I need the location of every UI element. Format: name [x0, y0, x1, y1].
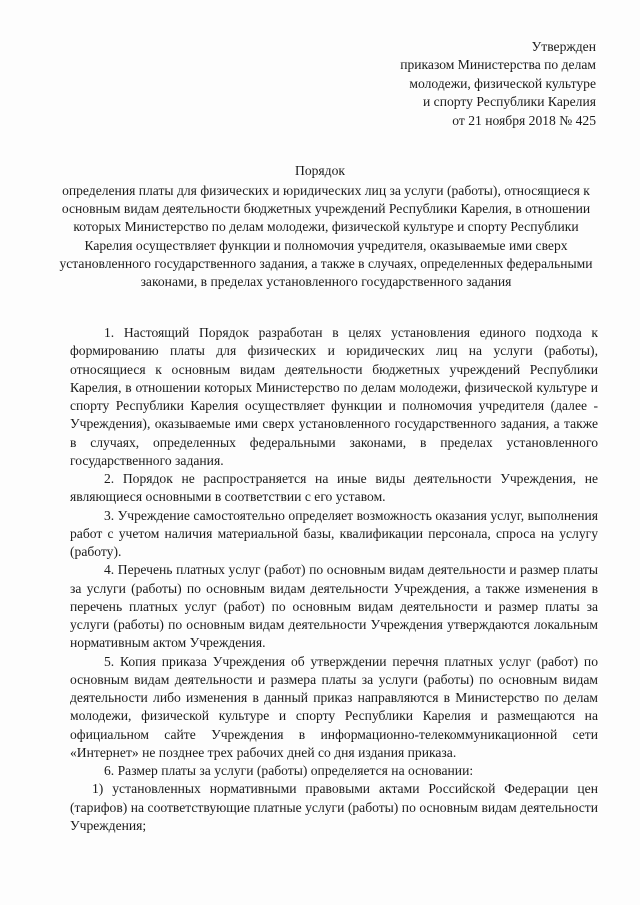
- paragraph-2: 2. Порядок не распространяется на иные виды деятельности Учреждения, не являющиеся основными в соответствии с его уставом.: [70, 471, 598, 505]
- paragraph-4: 4. Перечень платных услуг (работ) по основным видам деятельности и размер платы за услуги (работы) по основным видам деятельности Учреждения, а также изменения в перечень платных услуг (работ) по основным видам деятельности и размер платы за услуги (работы) по основным видам деятельности Учреждения утверждаются локальным нормативным актом Учреждения.: [70, 562, 598, 651]
- approval-date-line: от 21 ноября 2018 № 425: [452, 112, 596, 128]
- document-body: [70, 324, 598, 835]
- approval-line: молодежи, физической культуре: [409, 75, 596, 91]
- document-subtitle: определения платы для физических и юридических лиц за услуги (работы), относящиеся к основным видам деятельности бюджетных учреждений Республики Карелия, в отношении которых Министерство по делам молодежи, физической культуре и спорту Республики Карелия осуществляет функции и полномочия учредителя, оказываемые ими сверх установленного государственного задания, а также в случаях, определенных федеральными законами, в пределах установленного государственного задания: [59, 183, 593, 290]
- paragraph-6-item-1: 1) установленных нормативными правовыми актами Российской Федерации цен (тарифов) на соответствующие платные услуги (работы) по основным видам деятельности Учреждения;: [70, 781, 598, 833]
- document-title: Порядок: [295, 163, 345, 178]
- paragraph-5: 5. Копия приказа Учреждения об утверждении перечня платных услуг (работ) по основным видам деятельности и размера платы за услуги (работы) по основным видам деятельности либо изменения в данный приказ направляются в Министерство по делам молодежи, физической культуре и спорту Республики Карелия и размещаются на официальном сайте Учреждения в информационно-телекоммуникационной сети «Интернет» не позднее трех рабочих дней со дня издания приказа.: [70, 653, 598, 760]
- paragraph-6: 6. Размер платы за услуги (работы) определяется на основании:: [104, 763, 474, 778]
- approval-line: Утвержден: [531, 39, 596, 54]
- paragraph-1: 1. Настоящий Порядок разработан в целях установления единого подхода к формированию платы для физических и юридических лиц на услуги (работы), относящиеся к основным видам деятельности бюджетных учреждений Республики Карелия, в отношении которых Министерство по делам молодежи, физической культуре и спорту Республики Карелия осуществляет функции и полномочия учредителя (далее - Учреждения), оказываемые ими сверх установленного государственного задания, а также в случаях, определенных федеральными законами, в пределах установленного государственного задания.: [70, 325, 598, 468]
- approval-stamp: [326, 38, 596, 130]
- paragraph-3: 3. Учреждение самостоятельно определяет возможность оказания услуг, выполнения работ с учетом наличия материальной базы, квалификации персонала, спроса на услугу (работу).: [70, 507, 598, 559]
- approval-line: приказом Министерства по делам: [400, 57, 596, 73]
- approval-line: и спорту Республики Карелия: [422, 94, 596, 110]
